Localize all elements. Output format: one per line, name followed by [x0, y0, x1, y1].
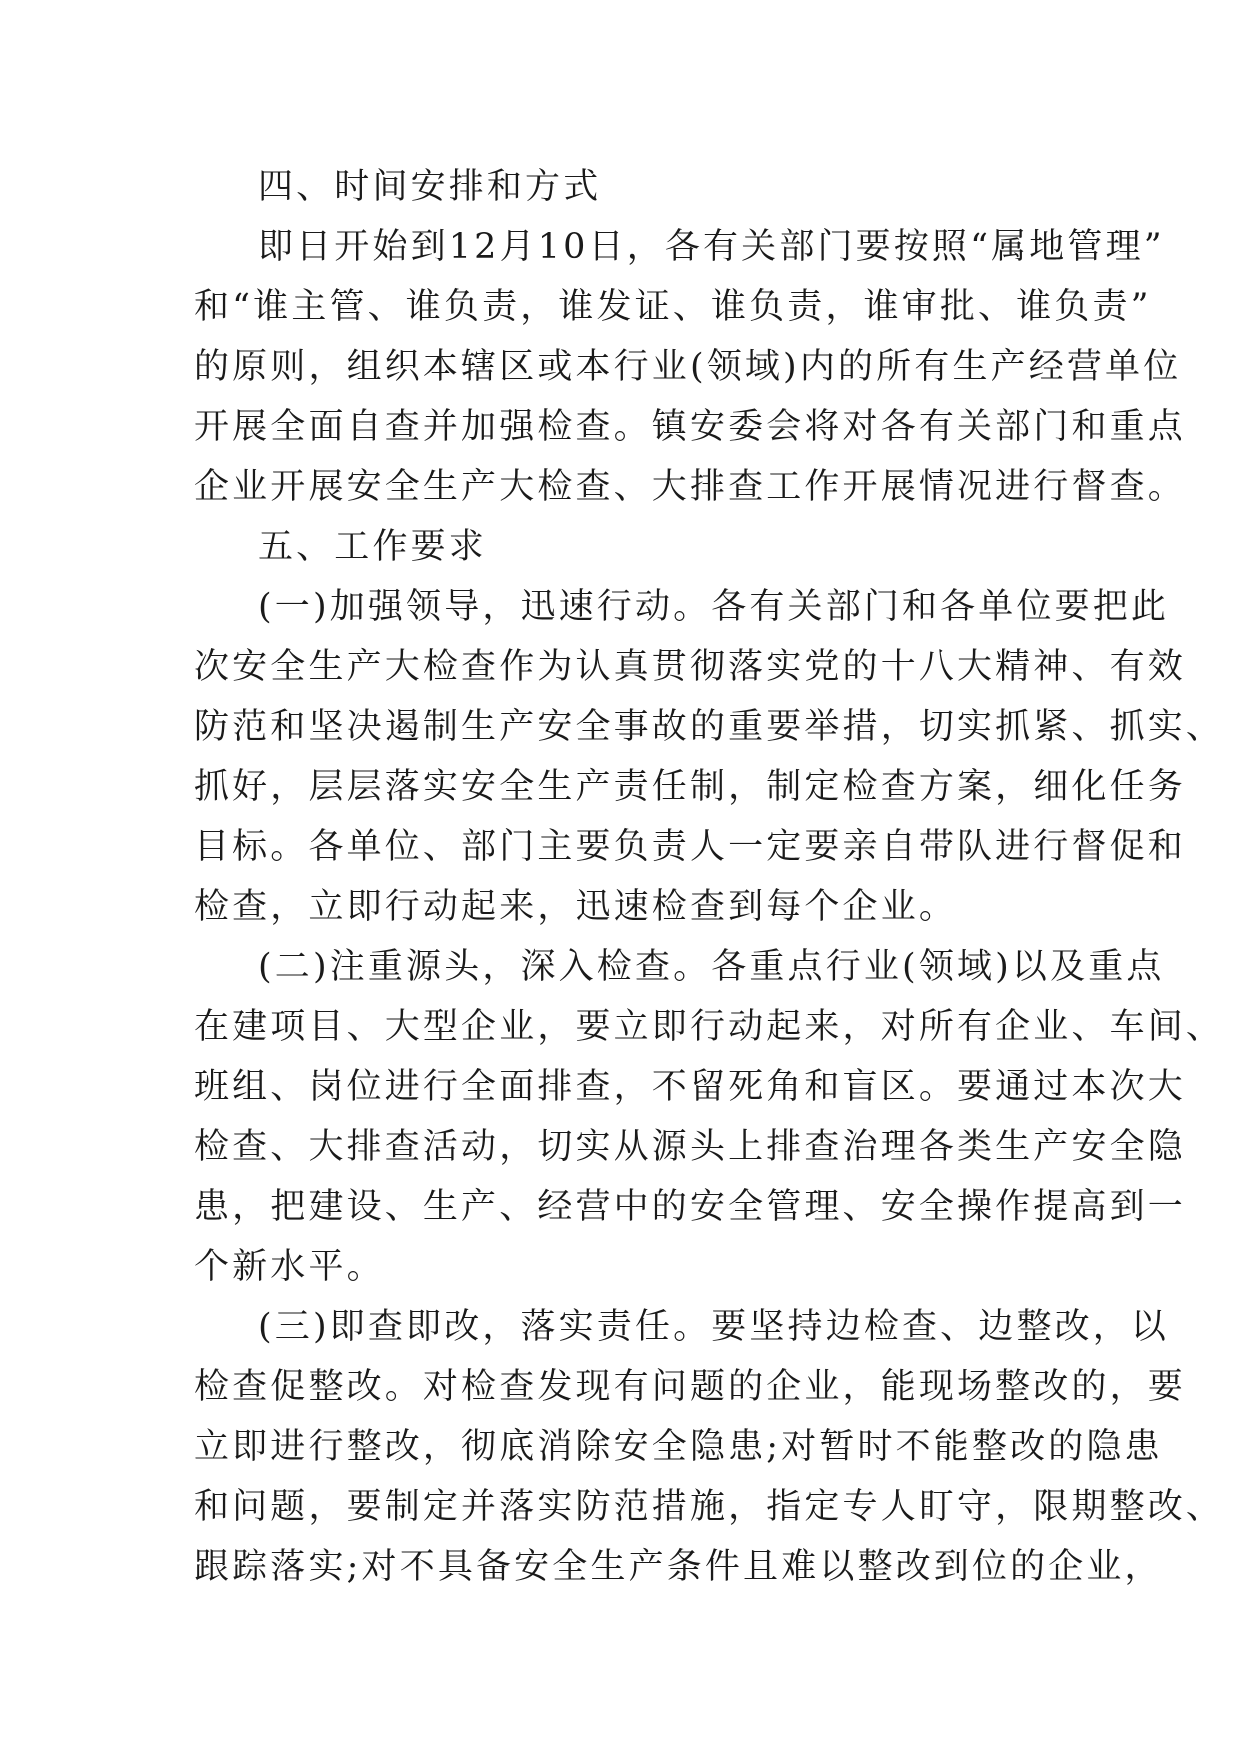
paragraph-line: (一)加强领导，迅速行动。各有关部门和各单位要把此 [258, 587, 1170, 627]
paragraph-line: 次安全生产大检查作为认真贯彻落实党的十八大精神、有效 [194, 647, 1186, 687]
paragraph-line: 患，把建设、生产、经营中的安全管理、安全操作提高到一 [194, 1187, 1186, 1227]
paragraph-line: 和“谁主管、谁负责，谁发证、谁负责，谁审批、谁负责” [194, 287, 1152, 327]
paragraph-line: (二)注重源头，深入检查。各重点行业(领域)以及重点 [258, 947, 1165, 987]
paragraph-line: 抓好，层层落实安全生产责任制，制定检查方案，细化任务 [194, 767, 1186, 807]
paragraph-line: 即日开始到12月10日，各有关部门要按照“属地管理” [258, 227, 1165, 267]
paragraph-line: 开展全面自查并加强检查。镇安委会将对各有关部门和重点 [194, 407, 1186, 447]
paragraph-line: 跟踪落实;对不具备安全生产条件且难以整改到位的企业， [194, 1547, 1163, 1587]
paragraph-line: (三)即查即改，落实责任。要坚持边检查、边整改，以 [258, 1307, 1170, 1347]
paragraph-line: 立即进行整改，彻底消除安全隐患;对暂时不能整改的隐患 [194, 1427, 1163, 1467]
paragraph-line: 在建项目、大型企业，要立即行动起来，对所有企业、车间、 [194, 1007, 1225, 1047]
heading-work-requirements: 五、工作要求 [258, 527, 487, 567]
paragraph-line: 班组、岗位进行全面排查，不留死角和盲区。要通过本次大 [194, 1067, 1186, 1107]
paragraph-line: 企业开展安全生产大检查、大排查工作开展情况进行督查。 [194, 467, 1186, 507]
paragraph-line: 个新水平。 [194, 1247, 385, 1287]
heading-time-arrangement: 四、时间安排和方式 [258, 167, 602, 207]
paragraph-line: 和问题，要制定并落实防范措施，指定专人盯守，限期整改、 [194, 1487, 1225, 1527]
paragraph-line: 目标。各单位、部门主要负责人一定要亲自带队进行督促和 [194, 827, 1186, 867]
paragraph-line: 检查，立即行动起来，迅速检查到每个企业。 [194, 887, 958, 927]
paragraph-line: 的原则，组织本辖区或本行业(领域)内的所有生产经营单位 [194, 347, 1182, 387]
paragraph-line: 检查促整改。对检查发现有问题的企业，能现场整改的，要 [194, 1367, 1186, 1407]
paragraph-line: 检查、大排查活动，切实从源头上排查治理各类生产安全隐 [194, 1127, 1186, 1167]
paragraph-line: 防范和坚决遏制生产安全事故的重要举措，切实抓紧、抓实、 [194, 707, 1225, 747]
